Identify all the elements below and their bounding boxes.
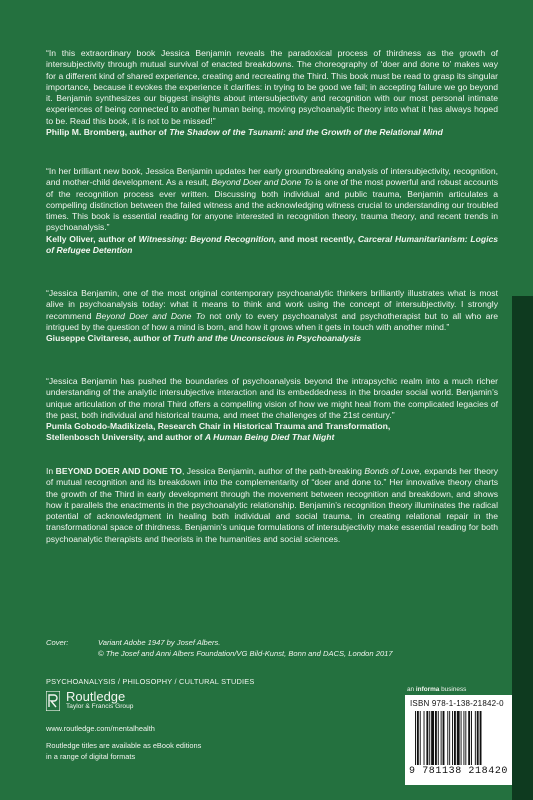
attribution-author: Kelly Oliver, author of — [46, 233, 136, 244]
cover-credit-copyright: © The Josef and Anni Albers Foundation/VG Bild-Kunst, Bonn and DACS, London 2017 — [98, 649, 393, 658]
publisher-logo — [46, 690, 226, 714]
attribution-author: Giuseppe Civitarese, author of — [46, 333, 171, 344]
description-text — [46, 466, 498, 545]
ebook-notice-line: in a range of digital formats — [46, 751, 136, 761]
description-book-title: BEYOND DOER AND DONE TO — [55, 466, 182, 476]
quote-text-part: is one of the most powerful and robust accounts of the recognition process ever written. Discussing both individual and public trauma, Benjamin articulates a compelling distinction between the failed witness and the acknowledging witness crucial to understanding our troubled times. This book is essential reading for anyone interested in recognition theory, trauma theory, and recent trends in psychoanalysis.” — [46, 177, 499, 233]
quote-text-part: “In her brilliant new book, Jessica Benjamin updates her early groundbreaking analysis of intersubjectivity, recognition, and mother-child development. As a result, — [46, 166, 498, 188]
attribution-work: Witnessing: Beyond Recognition, — [138, 233, 277, 244]
endorsement-quote-4 — [46, 376, 498, 444]
quote-attribution — [46, 234, 498, 257]
quote-attribution — [46, 333, 498, 344]
attribution-affiliation: Stellenbosch University, and author of — [46, 432, 203, 443]
description-part: In — [46, 466, 54, 476]
barcode-icon — [415, 711, 507, 765]
attribution-work: Truth and the Unconscious in Psychoanalysis — [173, 333, 362, 344]
description-part: , Jessica Benjamin, author of the path-breaking — [181, 466, 362, 476]
attribution-work: Carceral Humanitarianism: Logics of Refugee Detention — [46, 233, 499, 256]
cover-credit — [46, 637, 498, 659]
quote-attribution — [46, 127, 498, 138]
informa-text: business — [441, 686, 467, 693]
isbn-label: ISBN 978-1-138-21842-0 — [410, 699, 504, 708]
cover-credit-label: Cover: — [46, 638, 69, 647]
cover-credit-artwork: Variant Adobe 1947 by Josef Albers. — [98, 638, 221, 647]
spine-edge-shadow — [512, 296, 533, 800]
informa-business-tag — [407, 686, 466, 693]
quote-text-part: “Jessica Benjamin, one of the most original contemporary psychoanalytic thinkers brilliantly illustrates what is most alive in psychoanalysis today: what it means to think and work using the concept of intersubjectivity. I strongly recommend — [46, 288, 498, 321]
quote-text — [46, 288, 498, 333]
isbn-barcode-panel — [405, 695, 512, 785]
endorsement-quote-3 — [46, 288, 498, 344]
attribution-author: Pumla Gobodo-Madikizela, Research Chair in Historical Trauma and Transformation, — [46, 421, 391, 432]
description-part: expands her theory of mutual recognition and its breakdown into the complementarity of “doer and done to.” Her innovative theory charts the growth of the Third in early development through the movement between recognition and breakdown, and shows how it parallels the enactments in the psychoanalytic relationship. Benjamin’s recognition theory illuminates the radical potential of acknowledgment in healing both individual and social trauma, in creating relational repair in the transformational space of thirdness. Benjamin’s unique formulations of intersubjectivity make essential reading for both psychoanalytic therapists and theorists in the humanities and social sciences. — [46, 466, 499, 544]
attribution-connector: and most recently, — [279, 233, 356, 244]
attribution-work: The Shadow of the Tsunami: and the Growth of the Relational Mind — [169, 127, 443, 138]
quote-attribution — [46, 421, 498, 444]
informa-brand: informa — [415, 686, 440, 693]
ebook-notice — [46, 741, 201, 762]
quote-text — [46, 166, 498, 234]
publisher-group: Taylor & Francis Group — [66, 703, 134, 710]
quote-text: “Jessica Benjamin has pushed the boundaries of psychoanalysis beyond the intrapsychic realm into a much richer understanding of the analytic intersubjective interaction and its embeddedness in the broader social world. Benjamin’s unique articulation of the moral Third offers a compelling vision of how we might heal from the complicated legacies of the past, both individual and historical trauma, and meet the challenges of the 21st century.” — [46, 376, 498, 420]
quote-book-title: Beyond Doer and Done To — [211, 177, 313, 188]
endorsement-quote-1 — [46, 48, 498, 138]
attribution-author: Philip M. Bromberg, author of — [46, 127, 167, 138]
informa-text: an — [407, 686, 415, 693]
isbn-digits: 9 781138 218420 — [409, 766, 509, 777]
publisher-name: Routledge — [66, 689, 126, 704]
quote-text: “In this extraordinary book Jessica Benjamin reveals the paradoxical process of thirdness as the growth of intersubjectivity through mutual survival of enacted breakdowns. The choreography of ‘doer and done to’ makes way for a different kind of shared experience, creating and recreating the Third. This book must be read to grasp its singular importance, because it evokes the experience it clarifies: in trying to be good we fail; in accepting failure we go beyond it. Benjamin synthesizes our biggest insights about intersubjectivity and recognition with our most personal intimate experiences of being connected to another human being, moving psychoanalytic theory into what it has always hoped to be. Read this book, it is not to be missed!” — [46, 48, 498, 126]
attribution-work: A Human Being Died That Night — [204, 432, 335, 443]
description-prior-work: Bonds of Love, — [364, 466, 422, 476]
subject-categories: PSYCHOANALYSIS / PHILOSOPHY / CULTURAL STUDIES — [46, 677, 255, 686]
routledge-r-icon — [46, 691, 60, 711]
book-description — [46, 466, 498, 545]
quote-book-title: Beyond Doer and Done To — [95, 310, 206, 321]
endorsement-quote-2 — [46, 166, 498, 256]
quote-text-part: not only to every psychoanalyst and psychotherapist but to all who are intrigued by the question of how a mind is born, and how it grows when it gets in touch with another mind.” — [46, 310, 499, 332]
ebook-notice-line: Routledge titles are available as eBook editions — [46, 741, 202, 750]
publisher-website: www.routledge.com/mentalhealth — [46, 724, 155, 733]
